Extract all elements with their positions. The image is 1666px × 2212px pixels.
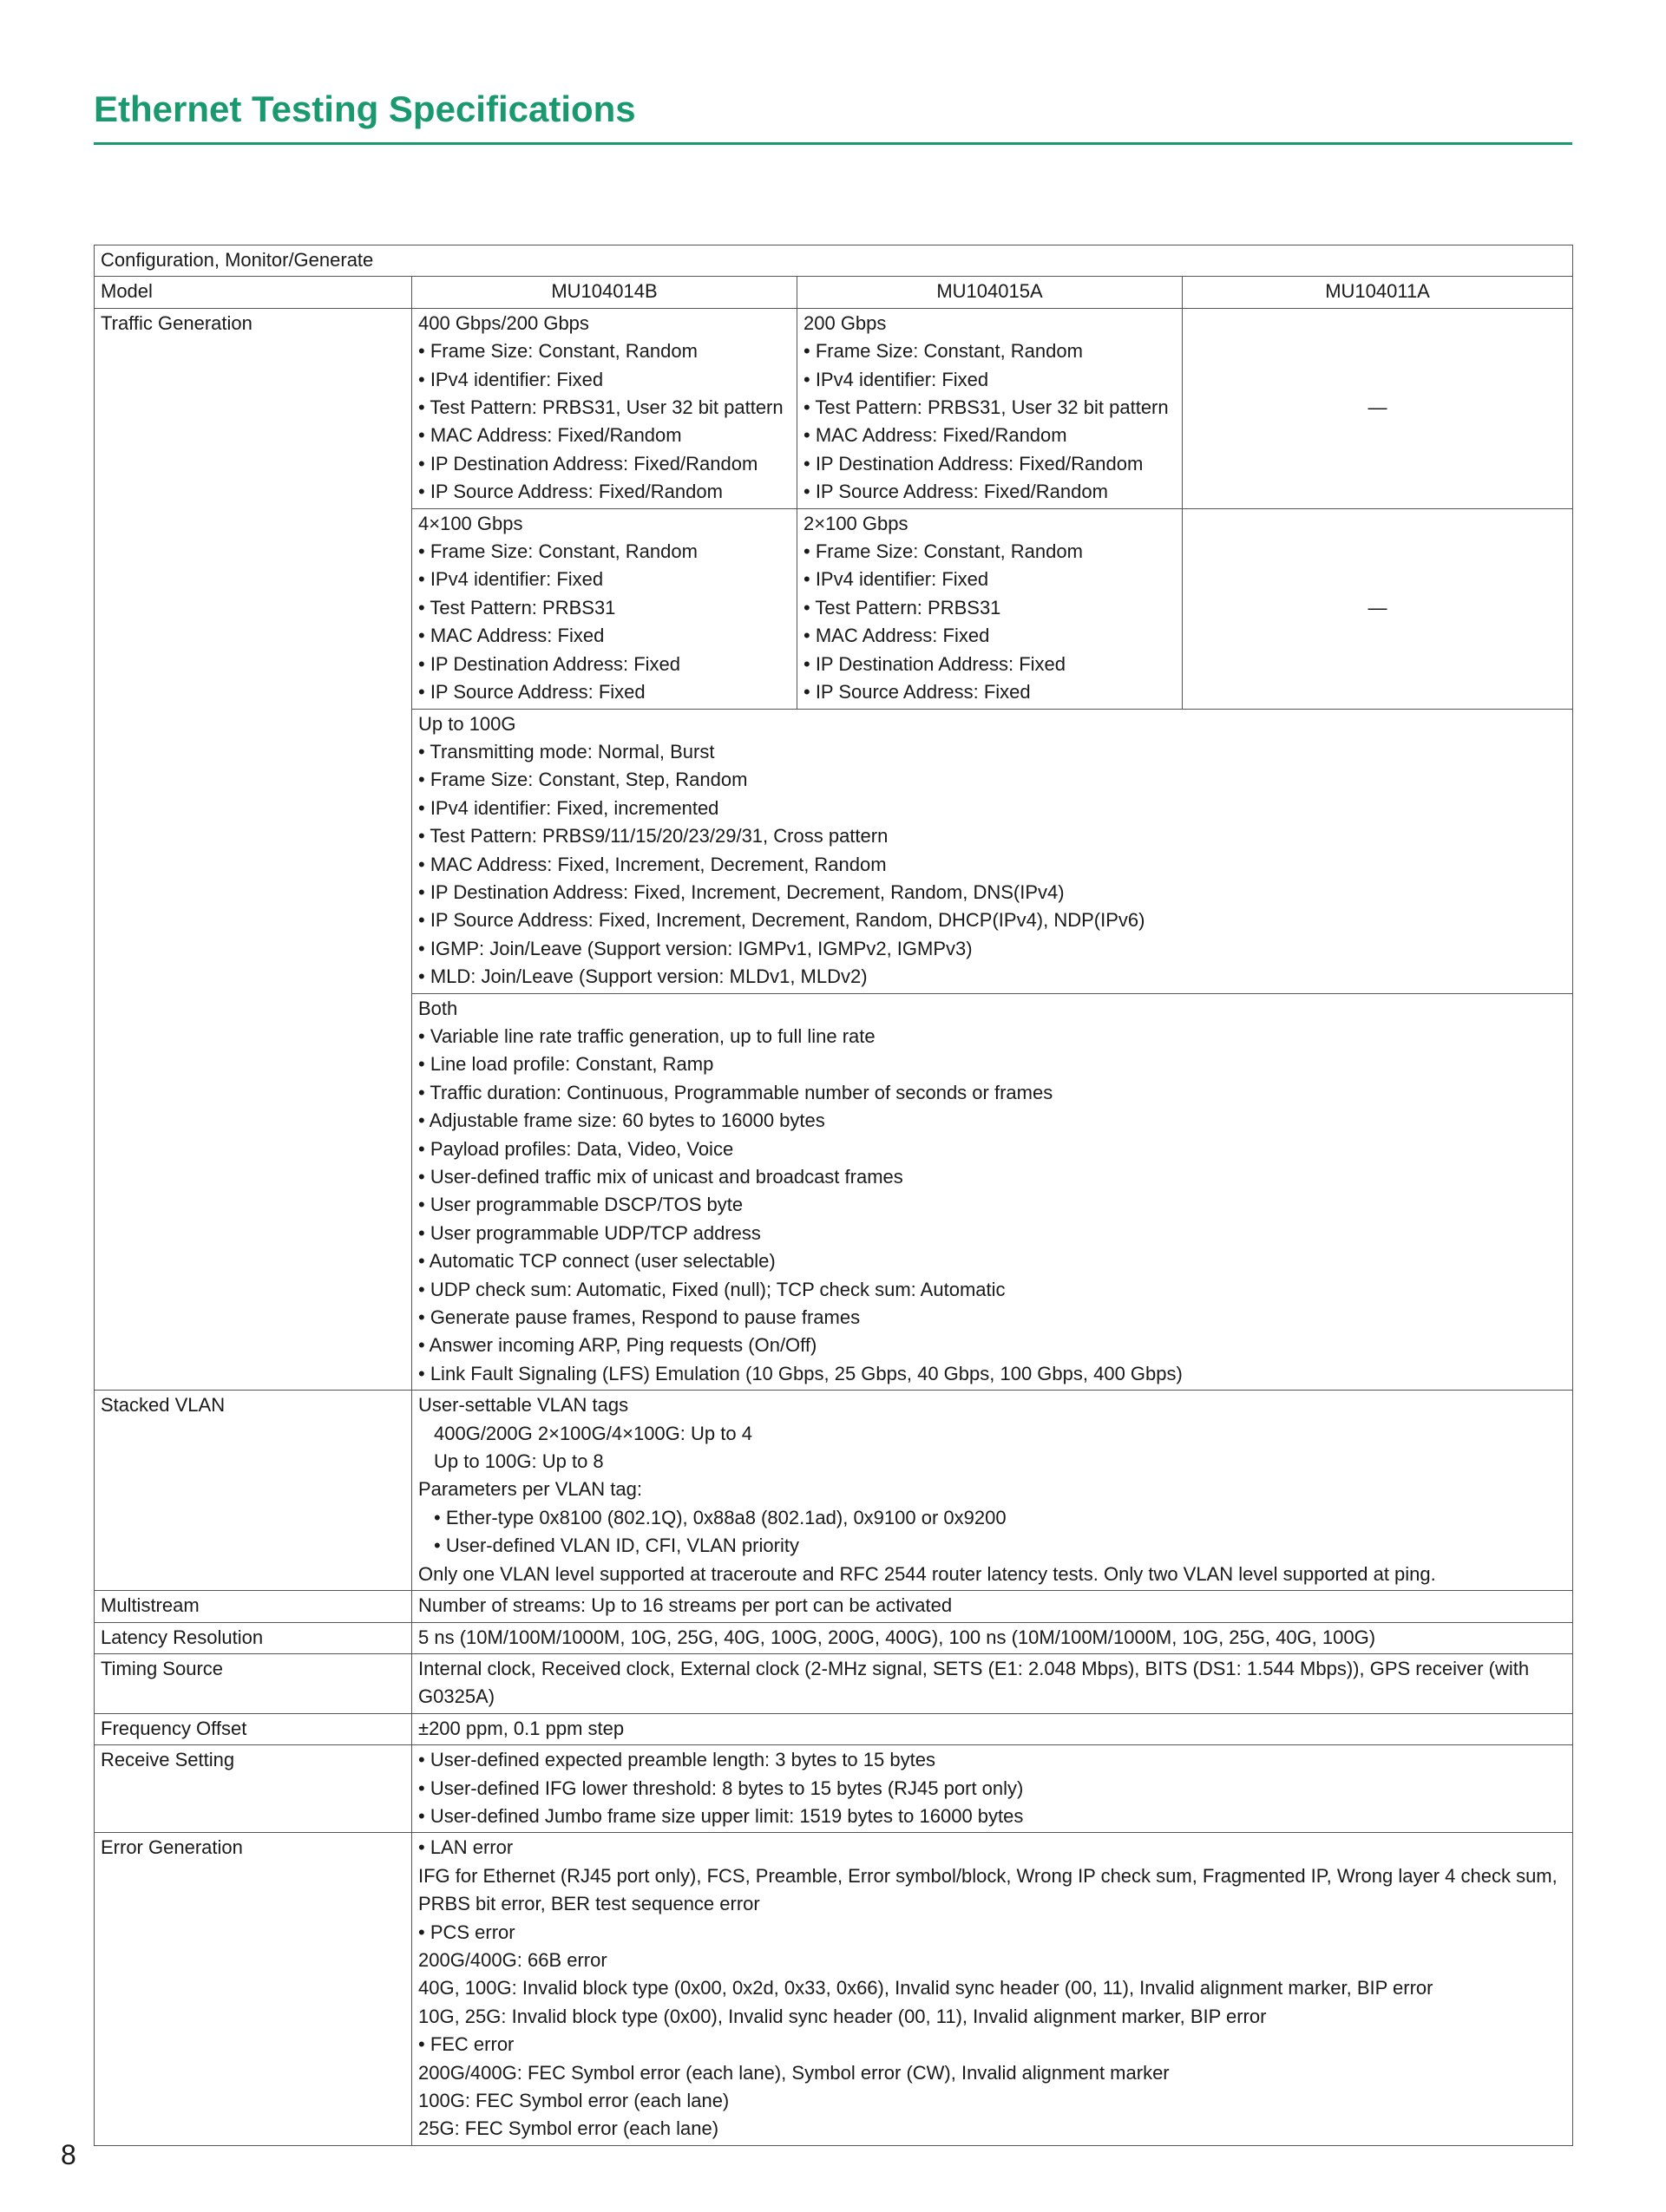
cell-line: • IP Destination Address: Fixed	[418, 652, 681, 675]
error-generation-cell	[412, 1833, 1573, 2145]
cell-line: • Frame Size: Constant, Random	[418, 540, 698, 563]
spec-table	[94, 245, 1573, 2146]
cell-line: • MAC Address: Fixed/Random	[418, 424, 682, 447]
traffic-4x100g-cell	[412, 508, 797, 709]
cell-line: • IP Source Address: Fixed, Increment, Decrement, Random, DHCP(IPv4), NDP(IPv6)	[418, 909, 1145, 932]
cell-line: 2×100 Gbps	[803, 512, 908, 534]
cell-line: • IPv4 identifier: Fixed	[418, 568, 604, 591]
multistream-value: Number of streams: Up to 16 streams per port can be activated	[412, 1591, 1573, 1622]
cell-line: • MAC Address: Fixed/Random	[803, 424, 1067, 447]
cell-line: • MAC Address: Fixed	[418, 625, 605, 647]
cell-line: • UDP check sum: Automatic, Fixed (null); TCP check sum: Automatic	[418, 1278, 1006, 1300]
cell-line: • Answer incoming ARP, Ping requests (On/Off)	[418, 1334, 817, 1357]
cell-line: • IP Source Address: Fixed/Random	[803, 481, 1108, 503]
title-rule	[94, 142, 1572, 145]
timing-source-value: Internal clock, Received clock, External clock (2-MHz signal, SETS (E1: 2.048 Mbps), BITS (DS1: 1.544 Mbps)), GPS receiver (with G0325A)	[412, 1653, 1573, 1713]
cell-line: • IPv4 identifier: Fixed	[803, 568, 989, 591]
cell-line: • PCS error	[418, 1921, 515, 1943]
cell-line: 200 Gbps	[803, 311, 887, 334]
stacked-vlan-row	[95, 1391, 1573, 1591]
cell-line: • Variable line rate traffic generation, up to full line rate	[418, 1024, 876, 1047]
multistream-row	[95, 1591, 1573, 1622]
cell-line: 100G: FEC Symbol error (each lane)	[418, 2090, 730, 2111]
page-title: Ethernet Testing Specifications	[94, 88, 636, 129]
cell-line: • IP Source Address: Fixed	[418, 681, 646, 704]
cell-line: • MLD: Join/Leave (Support version: MLDv1, MLDv2)	[418, 965, 868, 988]
cell-line: • FEC error	[418, 2033, 515, 2056]
cell-line: • IPv4 identifier: Fixed	[418, 368, 604, 390]
cell-line: Up to 100G	[418, 712, 516, 735]
cell-line: • Test Pattern: PRBS31	[418, 596, 616, 618]
vlan-line: Up to 100G: Up to 8	[434, 1450, 604, 1473]
latency-resolution-row	[95, 1622, 1573, 1653]
traffic-200g-cell	[797, 308, 1183, 508]
cell-line: • IGMP: Join/Leave (Support version: IGMPv1, IGMPv2, IGMPv3)	[418, 937, 973, 959]
page-number: 8	[61, 2139, 76, 2170]
cell-line: IFG for Ethernet (RJ45 port only), FCS, Preamble, Error symbol/block, Wrong IP check sum, Fragmented IP, Wrong layer 4 check sum, PRBS bit error, BER test sequence error	[418, 1864, 1558, 1915]
vlan-line: 400G/200G 2×100G/4×100G: Up to 4	[434, 1422, 752, 1444]
cell-line: • Test Pattern: PRBS31, User 32 bit pattern	[803, 396, 1169, 419]
timing-source-label: Timing Source	[95, 1653, 412, 1713]
model-mu104011a: MU104011A	[1183, 277, 1573, 308]
cell-line: • Payload profiles: Data, Video, Voice	[418, 1137, 734, 1160]
stacked-vlan-label: Stacked VLAN	[95, 1391, 412, 1591]
timing-source-row	[95, 1653, 1573, 1713]
cell-line: • Frame Size: Constant, Random	[803, 340, 1083, 363]
cell-line: • Traffic duration: Continuous, Programmable number of seconds or frames	[418, 1081, 1053, 1103]
frequency-offset-value: ±200 ppm, 0.1 ppm step	[412, 1713, 1573, 1744]
model-label: Model	[95, 277, 412, 308]
cell-line: 200G/400G: FEC Symbol error (each lane), Symbol error (CW), Invalid alignment marker	[418, 2061, 1170, 2084]
error-generation-label: Error Generation	[95, 1833, 412, 2145]
cell-line: 400 Gbps/200 Gbps	[418, 311, 589, 334]
traffic-400g-cell	[412, 308, 797, 508]
multistream-label: Multistream	[95, 1591, 412, 1622]
cell-line: • IP Source Address: Fixed/Random	[418, 481, 723, 503]
cell-line: • Line load profile: Constant, Ramp	[418, 1053, 714, 1076]
traffic-mu104011a-dash-1: —	[1183, 308, 1573, 508]
cell-line: • Test Pattern: PRBS31	[803, 596, 1001, 618]
vlan-line: • User-defined VLAN ID, CFI, VLAN priority	[434, 1535, 799, 1557]
cell-line: • User-defined expected preamble length: 3 bytes to 15 bytes	[418, 1749, 935, 1771]
cell-line: • Test Pattern: PRBS9/11/15/20/23/29/31, Cross pattern	[418, 825, 889, 847]
error-generation-row	[95, 1833, 1573, 2145]
section-header: Configuration, Monitor/Generate	[95, 245, 1573, 277]
cell-line: • IP Destination Address: Fixed/Random	[803, 452, 1144, 474]
section-header-row	[95, 245, 1573, 277]
receive-setting-row	[95, 1745, 1573, 1833]
vlan-line: Parameters per VLAN tag:	[418, 1478, 643, 1501]
frequency-offset-row	[95, 1713, 1573, 1744]
cell-line: • User-defined Jumbo frame size upper limit: 1519 bytes to 16000 bytes	[418, 1804, 1024, 1827]
cell-line: 25G: FEC Symbol error (each lane)	[418, 2117, 719, 2140]
cell-line: • User-defined traffic mix of unicast and broadcast frames	[418, 1166, 903, 1188]
vlan-line: Only one VLAN level supported at traceroute and RFC 2544 router latency tests. Only two VLAN level supported at ping.	[418, 1562, 1436, 1585]
cell-line: • IP Destination Address: Fixed/Random	[418, 452, 758, 474]
model-row	[95, 277, 1573, 308]
cell-line: • Test Pattern: PRBS31, User 32 bit pattern	[418, 396, 784, 419]
cell-line: • Adjustable frame size: 60 bytes to 16000 bytes	[418, 1109, 825, 1132]
cell-line: • IPv4 identifier: Fixed	[803, 368, 989, 390]
latency-resolution-label: Latency Resolution	[95, 1622, 412, 1653]
cell-line: • Automatic TCP connect (user selectable)	[418, 1250, 776, 1273]
traffic-both-cell	[412, 993, 1573, 1391]
vlan-line: • Ether-type 0x8100 (802.1Q), 0x88a8 (802.1ad), 0x9100 or 0x9200	[434, 1506, 1007, 1528]
cell-line: • User programmable DSCP/TOS byte	[418, 1194, 744, 1216]
cell-line: • Transmitting mode: Normal, Burst	[418, 740, 715, 762]
cell-line: • Frame Size: Constant, Random	[803, 540, 1083, 563]
cell-line: Both	[418, 997, 458, 1019]
cell-line: • Frame Size: Constant, Step, Random	[418, 769, 748, 791]
vlan-line: User-settable VLAN tags	[418, 1394, 629, 1417]
traffic-mu104011a-dash-2: —	[1183, 508, 1573, 709]
cell-line: • IP Destination Address: Fixed	[803, 652, 1066, 675]
cell-line: • MAC Address: Fixed	[803, 625, 990, 647]
cell-line: • Frame Size: Constant, Random	[418, 340, 698, 363]
cell-line: • IPv4 identifier: Fixed, incremented	[418, 796, 719, 819]
traffic-2x100g-cell	[797, 508, 1183, 709]
model-mu104015a: MU104015A	[797, 277, 1183, 308]
cell-line: • IP Destination Address: Fixed, Increment, Decrement, Random, DNS(IPv4)	[418, 880, 1065, 903]
stacked-vlan-cell	[412, 1391, 1573, 1591]
traffic-up-to-100g-cell	[412, 709, 1573, 993]
cell-line: • User programmable UDP/TCP address	[418, 1221, 761, 1244]
frequency-offset-label: Frequency Offset	[95, 1713, 412, 1744]
cell-line: • IP Source Address: Fixed	[803, 681, 1031, 704]
cell-line: • MAC Address: Fixed, Increment, Decrement, Random	[418, 853, 887, 875]
cell-line: • Link Fault Signaling (LFS) Emulation (10 Gbps, 25 Gbps, 40 Gbps, 100 Gbps, 400 Gbps)	[418, 1362, 1183, 1384]
cell-line: 10G, 25G: Invalid block type (0x00), Invalid sync header (00, 11), Invalid alignment marker, BIP error	[418, 2005, 1267, 2027]
traffic-row-1	[95, 308, 1573, 508]
receive-setting-cell	[412, 1745, 1573, 1833]
traffic-generation-label: Traffic Generation	[95, 308, 412, 1390]
cell-line: • LAN error	[418, 1836, 514, 1859]
latency-resolution-value: 5 ns (10M/100M/1000M, 10G, 25G, 40G, 100G, 200G, 400G), 100 ns (10M/100M/1000M, 10G, 25G, 40G, 100G)	[412, 1622, 1573, 1653]
receive-setting-label: Receive Setting	[95, 1745, 412, 1833]
cell-line: • User-defined IFG lower threshold: 8 bytes to 15 bytes (RJ45 port only)	[418, 1777, 1024, 1799]
model-mu104014b: MU104014B	[412, 277, 797, 308]
cell-line: 4×100 Gbps	[418, 512, 523, 534]
cell-line: 200G/400G: 66B error	[418, 1948, 607, 1971]
cell-line: • Generate pause frames, Respond to pause frames	[418, 1306, 861, 1329]
cell-line: 40G, 100G: Invalid block type (0x00, 0x2d, 0x33, 0x66), Invalid sync header (00, 11), Invalid alignment marker, BIP error	[418, 1977, 1433, 1999]
